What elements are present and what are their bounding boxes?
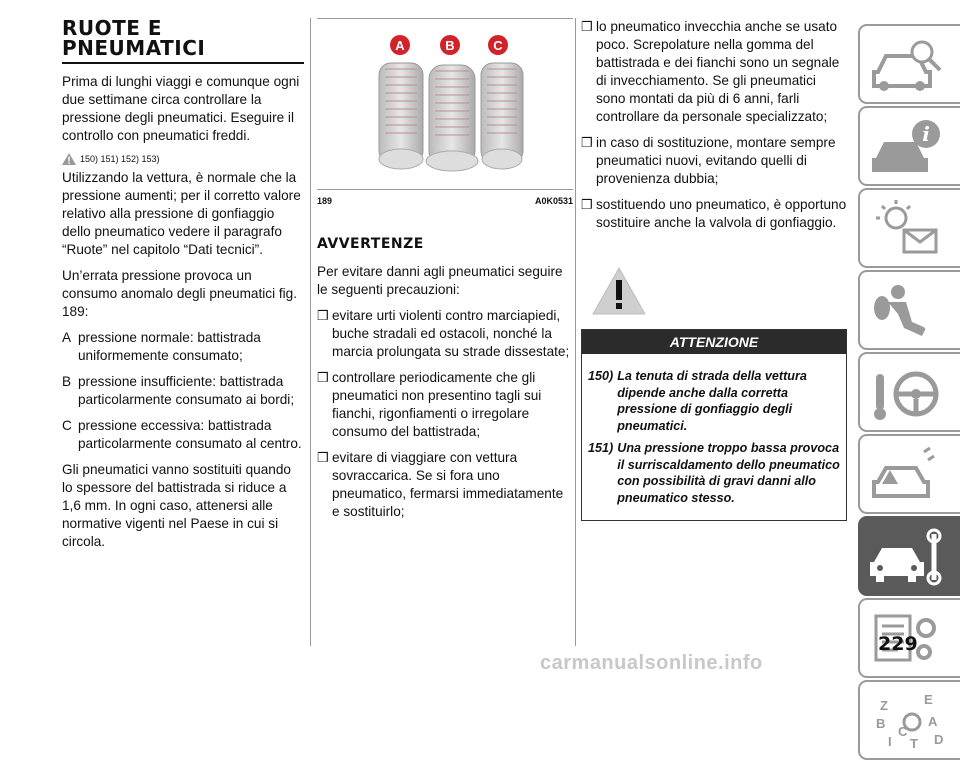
attenzione-box <box>581 329 847 521</box>
svg-text:A: A <box>928 714 938 729</box>
car-wrench-icon <box>868 524 948 590</box>
figure-label-b <box>440 35 460 55</box>
avvertenze-heading: AVVERTENZE <box>317 236 424 252</box>
replacement-paragraph: Gli pneumatici vanno sostituiti quando lo spessore del battistrada si riduce a 1,6 mm. In ogni caso, attenersi alle normative vigenti nel Paese in cui si circola. <box>62 462 291 549</box>
figure-code: A0K0531 <box>534 196 573 206</box>
title-underline <box>62 62 304 64</box>
svg-text:i: i <box>922 122 930 146</box>
wear-list <box>62 329 304 453</box>
bullet-text: lo pneumatico invecchia anche se usato poco. Screpolature nella gomma del battistrada e dei fianchi sono un segnale di invecchiamento. Se gli pneumatici sono montati da più di 6 anni, farli controllare da personale specializzato; <box>596 19 840 124</box>
svg-text:B: B <box>445 38 455 53</box>
warning-references <box>62 153 304 165</box>
list-item <box>581 18 847 126</box>
section-title <box>62 18 304 58</box>
svg-text:D: D <box>934 732 944 747</box>
section-title-line1: RUOTE E <box>62 16 163 40</box>
tire-a <box>379 63 423 169</box>
tab-service-care[interactable] <box>858 516 960 596</box>
avvertenze-intro: Per evitare danni agli pneumatici seguire le seguenti precauzioni: <box>317 264 563 297</box>
list-item <box>62 417 304 453</box>
tab-warning-lights[interactable] <box>858 188 960 268</box>
attenzione-item-number: 150) <box>588 369 614 383</box>
section-title-line2: PNEUMATICI <box>62 36 206 60</box>
svg-text:I: I <box>888 734 892 749</box>
svg-text:C: C <box>898 724 908 739</box>
column-divider-2 <box>575 18 576 646</box>
bullet-text: evitare urti violenti contro marciapiedi, buche stradali ed ostacoli, nonché la marcia prolungata su strade dissestate; <box>332 308 570 359</box>
tab-safety[interactable] <box>858 270 960 350</box>
warning-lights-icon <box>868 196 948 262</box>
attenzione-item-text: Una pressione troppo bassa provoca il surriscaldamento dello pneumatico con possibilità di gravi danni allo pneumatico stesso. <box>617 441 840 505</box>
list-item <box>62 329 304 365</box>
tab-dashboard[interactable] <box>858 24 960 104</box>
warning-triangle-icon <box>62 153 76 165</box>
list-item-text: pressione insufficiente: battistrada particolarmente consumato ai bordi; <box>78 374 295 407</box>
svg-text:C: C <box>493 38 503 53</box>
svg-text:B: B <box>876 716 886 731</box>
svg-text:E: E <box>924 692 933 707</box>
svg-text:Z: Z <box>880 698 888 713</box>
list-item <box>581 134 847 188</box>
list-item-letter: C <box>62 418 72 433</box>
list-item-letter: B <box>62 374 72 389</box>
list-item <box>62 373 304 409</box>
alphabet-index-icon <box>868 688 948 754</box>
bullet-text: controllare periodicamente che gli pneumatici non presentino tagli sui fianchi, rigonfiamenti o irregolare consumo del battistrada; <box>332 370 542 439</box>
attenzione-body <box>582 354 846 520</box>
list-item-text: pressione eccessiva: battistrada particolarmente consumato al centro. <box>78 418 302 451</box>
attenzione-item <box>588 440 840 506</box>
bullet-text: evitare di viaggiare con vettura sovraccarica. Se si fora uno pneumatico, fermarsi immediatamente e sostituirlo; <box>332 450 564 519</box>
checkbox-bullet-icon: ❒ <box>317 308 329 323</box>
checkbox-bullet-icon: ❒ <box>317 450 329 465</box>
tab-getting-to-know[interactable] <box>858 106 960 186</box>
tire-wear-figure <box>317 18 573 189</box>
page-number: 229 <box>878 633 918 655</box>
attenzione-item <box>588 368 840 434</box>
warning-triangle-icon <box>591 266 647 316</box>
checkbox-bullet-icon: ❒ <box>581 19 593 34</box>
list-item <box>581 196 847 232</box>
figure-label-c <box>488 35 508 55</box>
figure-caption <box>317 189 573 210</box>
list-item-text: pressione normale: battistrada uniformemente consumato; <box>78 330 261 363</box>
steering-wheel-key-icon <box>868 360 948 426</box>
column-divider-1 <box>310 18 311 646</box>
tab-starting-driving[interactable] <box>858 352 960 432</box>
car-info-icon <box>868 114 948 180</box>
list-item <box>317 307 573 361</box>
attenzione-item-text: La tenuta di strada della vettura dipende anche dalla corretta pressione di gonfiaggio degli pneumatici. <box>617 369 807 433</box>
intro-paragraph: Prima di lunghi viaggi e comunque ogni due settimane circa controllare la pressione degli pneumatici. Eseguire il controllo con pneumatici freddi. <box>62 74 300 143</box>
svg-text:T: T <box>910 736 918 751</box>
figure-label-a <box>390 35 410 55</box>
tire-wear-illustration <box>317 19 573 189</box>
attenzione-title: ATTENZIONE <box>582 330 846 354</box>
column-2 <box>317 18 573 529</box>
attenzione-item-number: 151) <box>588 441 614 455</box>
tab-index[interactable] <box>858 680 960 760</box>
warning-references-text[interactable]: 150) 151) 152) 153) <box>80 154 160 164</box>
bullet-text: in caso di sostituzione, montare sempre pneumatici nuovi, evitando quelli di provenienza dubbia; <box>596 135 836 186</box>
seat-airbag-icon <box>868 278 948 344</box>
column-3 <box>581 18 847 521</box>
bullet-text: sostituendo uno pneumatico, è opportuno sostituire anche la valvola di gonfiaggio. <box>596 197 847 230</box>
list-item <box>317 449 573 521</box>
tire-b <box>426 65 478 171</box>
car-search-icon <box>868 32 948 98</box>
figure-number: 189 <box>317 196 333 206</box>
svg-text:A: A <box>395 38 405 53</box>
tire-c <box>481 63 523 169</box>
car-emergency-icon <box>868 442 948 508</box>
pressure-paragraph: Utilizzando la vettura, è normale che la pressione aumenti; per il corretto valore relativo alla pressione di gonfiaggio dello pneumatico vedere il paragrafo “Ruote” nel capitolo “Dati tecnici”. <box>62 170 301 257</box>
checkbox-bullet-icon: ❒ <box>581 135 593 150</box>
list-item-letter: A <box>62 330 72 345</box>
checkbox-bullet-icon: ❒ <box>581 197 593 212</box>
checkbox-bullet-icon: ❒ <box>317 370 329 385</box>
tab-emergency[interactable] <box>858 434 960 514</box>
watermark: carmanualsonline.info <box>540 652 763 674</box>
list-item <box>317 369 573 441</box>
wear-paragraph: Un’errata pressione provoca un consumo anomalo degli pneumatici fig. 189: <box>62 268 298 319</box>
column-1 <box>62 18 304 559</box>
